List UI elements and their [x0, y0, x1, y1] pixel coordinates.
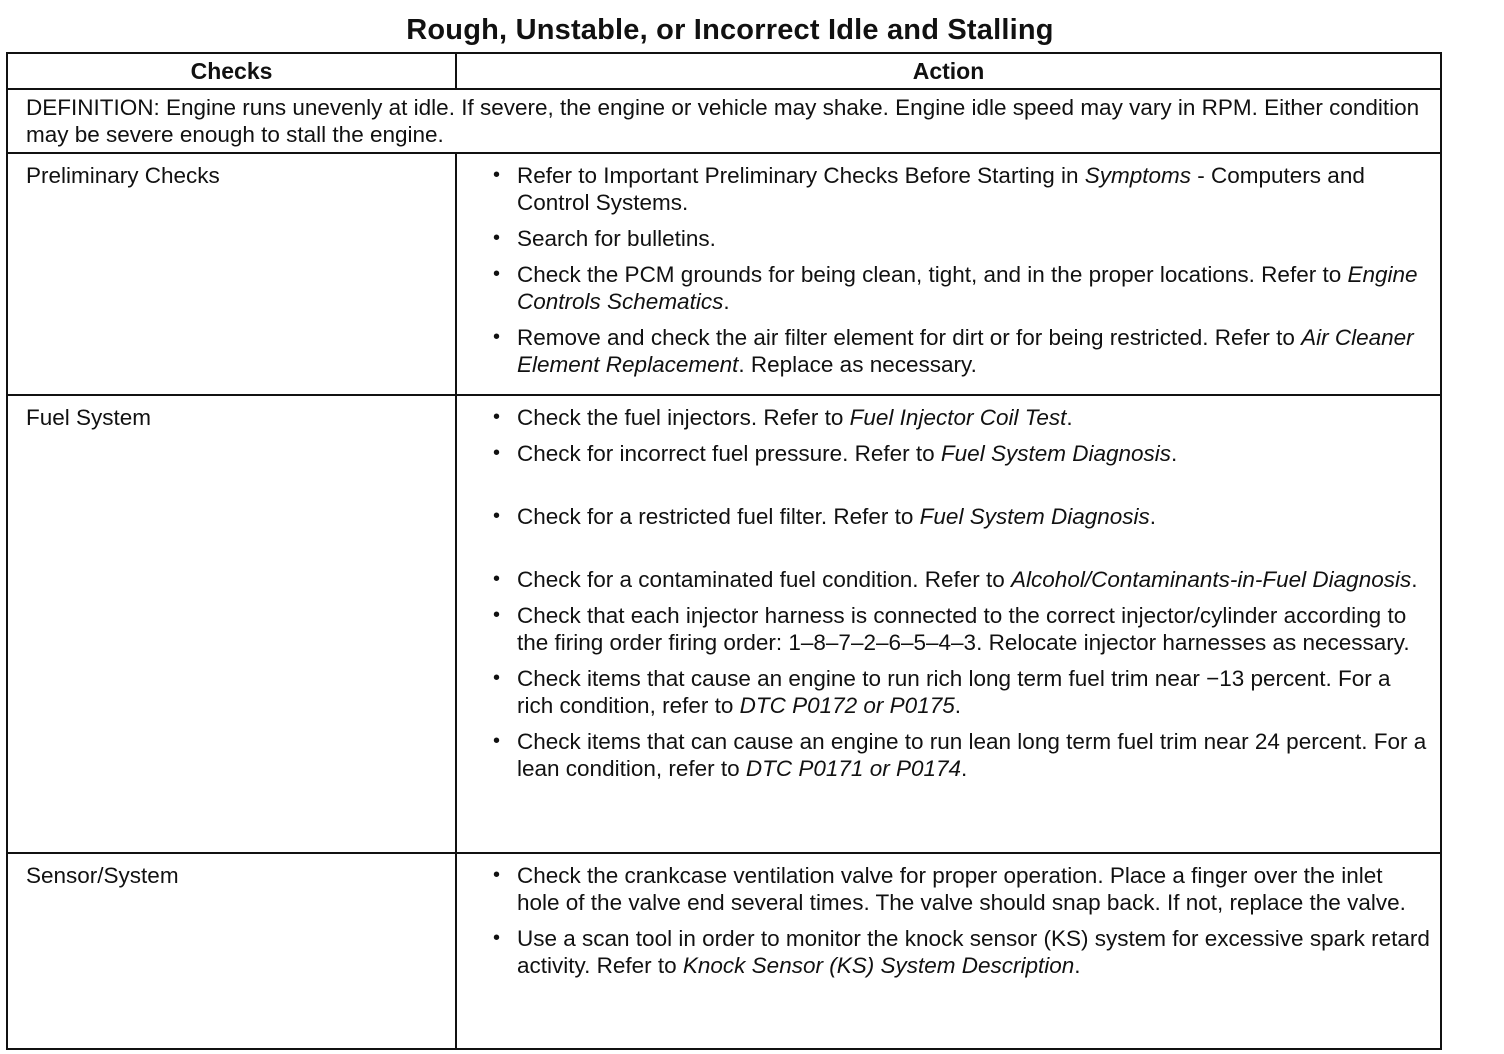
action-item: • Check the crankcase ventilation valve for proper operation. Place a finger over the inlet hole of the valve end several times. The valve should snap back. If not, replace the valve.: [493, 862, 1430, 916]
reference-link: Alcohol/Contaminants-in-Fuel Diagnosis: [1011, 567, 1412, 592]
action-item: • Check the PCM grounds for being clean, tight, and in the proper locations. Refer to Engine Controls Schematics.: [493, 261, 1430, 315]
page-title: Rough, Unstable, or Incorrect Idle and Stalling: [406, 14, 1054, 46]
table-row: [7, 853, 1441, 1049]
reference-link: Symptoms: [1084, 163, 1192, 188]
action-item: • Check items that cause an engine to run rich long term fuel trim near −13 percent. For a rich condition, refer to DTC P0172 or P0175.: [493, 665, 1430, 719]
action-item: • Check items that can cause an engine to run lean long term fuel trim near 24 percent. For a lean condition, refer to DTC P0171 or P0174.: [493, 728, 1430, 782]
reference-link: Air Cleaner Element Replacement: [517, 325, 1414, 377]
action-header: Action: [456, 53, 1441, 89]
action-cell: [456, 395, 1441, 853]
action-item: • Search for bulletins.: [493, 225, 1430, 252]
header-row: [7, 53, 1441, 89]
reference-link: Fuel System Diagnosis: [919, 504, 1150, 529]
reference-link: Engine Controls Schematics: [517, 262, 1418, 314]
reference-link: Knock Sensor (KS) System Description: [682, 953, 1075, 978]
action-item: • Check for a contaminated fuel condition. Refer to Alcohol/Contaminants-in-Fuel Diagnosis.: [493, 566, 1430, 593]
action-list: [457, 396, 1440, 788]
diagnostic-table: [6, 52, 1442, 1050]
action-cell: [456, 853, 1441, 1049]
definition-text: DEFINITION: Engine runs unevenly at idle. If severe, the engine or vehicle may shake. Engine idle speed may vary in RPM. Either condition may be severe enough to stall the engine.: [7, 89, 1441, 153]
action-item: • Check for a restricted fuel filter. Refer to Fuel System Diagnosis.: [493, 503, 1430, 530]
reference-link: Fuel System Diagnosis: [940, 441, 1172, 466]
check-category: Sensor/System: [7, 853, 456, 1049]
action-item: • Check the fuel injectors. Refer to Fuel Injector Coil Test.: [493, 404, 1430, 431]
definition-row: [7, 89, 1441, 153]
action-item: • Remove and check the air filter element for dirt or for being restricted. Refer to Air Cleaner Element Replacement. Replace as necessary.: [493, 324, 1430, 378]
check-category: Fuel System: [7, 395, 456, 853]
checks-header: Checks: [7, 53, 456, 89]
action-item: • Refer to Important Preliminary Checks Before Starting in Symptoms - Computers and Control Systems.: [493, 162, 1430, 216]
reference-link: DTC P0171 or P0174: [745, 756, 962, 781]
action-cell: [456, 153, 1441, 395]
action-list: [457, 154, 1440, 384]
reference-link: DTC P0172 or P0175: [739, 693, 955, 718]
table-row: [7, 153, 1441, 395]
action-item: • Check that each injector harness is connected to the correct injector/cylinder according to the firing order firing order: 1–8–7–2–6–5–4–3. Relocate injector harnesses as necessary.: [493, 602, 1430, 656]
check-category: Preliminary Checks: [7, 153, 456, 395]
reference-link: Fuel Injector Coil Test: [849, 405, 1067, 430]
table-row: [7, 395, 1441, 853]
action-item: • Check for incorrect fuel pressure. Refer to Fuel System Diagnosis.: [493, 440, 1430, 467]
action-item: • Use a scan tool in order to monitor the knock sensor (KS) system for excessive spark retard activity. Refer to Knock Sensor (KS) System Description.: [493, 925, 1430, 979]
action-list: [457, 854, 1440, 985]
